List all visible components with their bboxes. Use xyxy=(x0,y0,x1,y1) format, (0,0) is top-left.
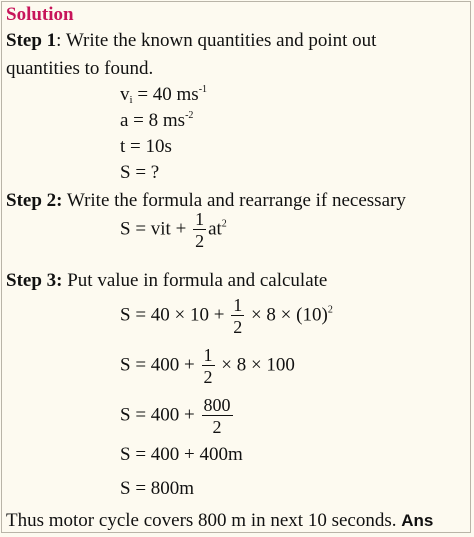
known-t: t = 10s xyxy=(120,136,172,157)
conclusion-text: Thus motor cycle covers 800 m in next 10 seconds. xyxy=(6,510,397,531)
known-vi: $v_i = 40$ $ms^{-1}$ xyxy=(120,84,208,106)
ans-label: Ans xyxy=(401,511,434,530)
conclusion-line xyxy=(6,510,433,532)
fraction: $\frac{1}{2}$ xyxy=(195,209,205,251)
solution-heading: Solution xyxy=(6,4,74,25)
step1-line2: quantities to found. xyxy=(6,58,154,79)
step2-label: Step 2: xyxy=(6,190,63,211)
step3-label: Step 3: xyxy=(6,270,63,291)
fraction: $\frac{800}{2}$ xyxy=(203,395,231,437)
step2-line xyxy=(6,190,406,212)
calc-line-3: S = 400 + $\frac{800}{2}$ xyxy=(120,395,231,437)
calc-line-1: S = 40 × 10 + $\frac{1}{2}$ × $8 \times (10)^2$ xyxy=(120,295,333,337)
known-a: a = 8 $ms^{-2}$ xyxy=(120,110,194,131)
step1-line1 xyxy=(6,30,376,52)
step1-text: : Write the known quantities and point out xyxy=(56,30,377,51)
fraction: $\frac{1}{2}$ xyxy=(233,295,243,337)
step1-label: Step 1 xyxy=(6,30,57,51)
step2-text: Write the formula and rearrange if necessary xyxy=(62,190,406,211)
fraction: $\frac{1}{2}$ xyxy=(203,345,213,387)
step2-formula: S = vit + $\frac{1}{2}$ $at^2$ xyxy=(120,209,227,251)
calc-line-4: S = 400 + 400m xyxy=(120,444,243,465)
unknown-s: S = ? xyxy=(120,162,160,183)
step3-line xyxy=(6,270,327,292)
calc-line-5: S = 800m xyxy=(120,478,195,499)
calc-line-2: S = 400 + $\frac{1}{2}$ × 8 × 100 xyxy=(120,345,295,387)
step3-text: Put value in formula and calculate xyxy=(62,270,328,291)
solution-panel xyxy=(1,1,471,533)
